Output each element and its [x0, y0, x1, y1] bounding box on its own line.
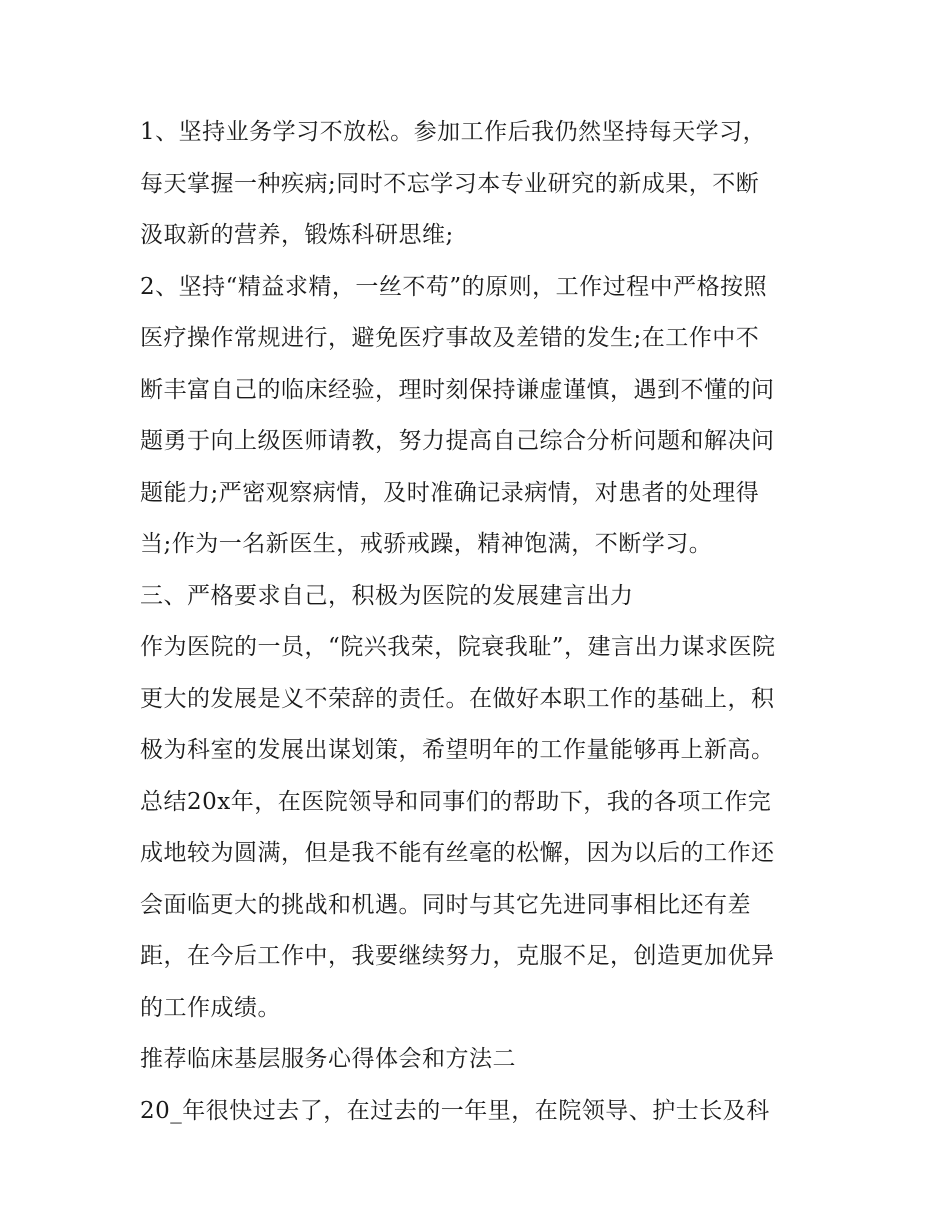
- document-body: [140, 107, 820, 1137]
- text-line: 2、坚持“精益求精，一丝不苟”的原则，工作过程中严格按照: [140, 273, 768, 300]
- section-heading: 三、严格要求自己，积极为医院的发展建言出力: [140, 582, 634, 609]
- text-line: 汲取新的营养，锻炼科研思维;: [140, 222, 454, 248]
- text-line: 更大的发展是义不荣辞的责任。在做好本职工作的基础上，积: [140, 685, 775, 712]
- text-line: 医疗操作常规进行，避免医疗事故及差错的发生;在工作中不: [140, 325, 760, 351]
- text-line: 极为科室的发展出谋划策，希望明年的工作量能够再上新高。: [140, 737, 775, 763]
- text-line: 题勇于向上级医师请教，努力提高自己综合分析问题和解决问: [140, 428, 775, 454]
- text-line: 的工作成绩。: [140, 994, 281, 1021]
- text-line: 当;作为一名新医生，戒骄戒躁，精神饱满，不断学习。: [140, 531, 713, 557]
- text-line: 断丰富自己的临床经验，理时刻保持谦虚谨慎，遇到不懂的问: [140, 376, 775, 403]
- text-line: 总结20x年，在医院领导和同事们的帮助下，我的各项工作完: [140, 788, 772, 815]
- text-line: 成地较为圆满，但是我不能有丝毫的松懈，因为以后的工作还: [140, 840, 775, 866]
- text-line: 作为医院的一员，“院兴我荣，院衰我耻”，建言出力谋求医院: [140, 634, 776, 660]
- text-line: 距，在今后工作中，我要继续努力，克服不足，创造更加优异: [140, 943, 775, 969]
- text-line: 题能力;严密观察病情，及时准确记录病情，对患者的处理得: [140, 479, 760, 506]
- text-line: 1、坚持业务学习不放松。参加工作后我仍然坚持每天学习，: [140, 119, 767, 145]
- text-line: 20_年很快过去了，在过去的一年里，在院领导、护士长及科: [140, 1097, 770, 1124]
- text-line: 每天掌握一种疾病;同时不忘学习本专业研究的新成果，不断: [140, 170, 760, 197]
- text-line: 会面临更大的挑战和机遇。同时与其它先进同事相比还有差: [140, 891, 751, 918]
- article-title: 推荐临床基层服务心得体会和方法二: [140, 1046, 516, 1072]
